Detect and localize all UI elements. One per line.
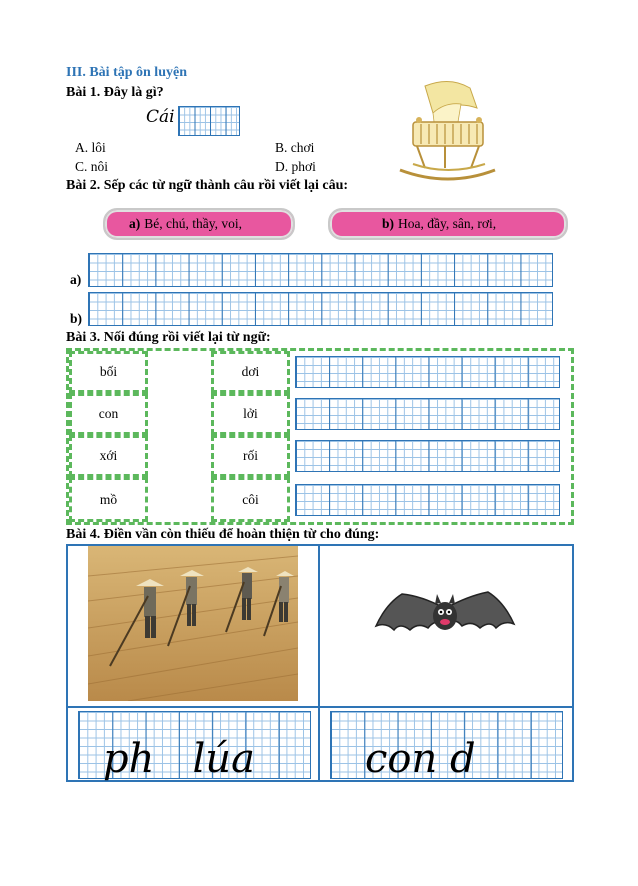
ex1-option-b[interactable]: B. chơi xyxy=(275,140,315,155)
ex3-title: Bài 3. Nối đúng rồi viết lại từ ngữ: xyxy=(66,330,271,345)
ex3-answer-grid-3[interactable] xyxy=(295,440,560,472)
bat-image xyxy=(372,586,518,656)
ex3-left-word-1[interactable]: bối xyxy=(69,351,148,393)
section-title: III. Bài tập ôn luyện xyxy=(66,65,187,80)
ex3-answer-grid-2[interactable] xyxy=(295,398,560,430)
ex2-pill-a-text: Bé, chú, thầy, voi, xyxy=(144,216,242,231)
ex3-answer-grid-4[interactable] xyxy=(295,484,560,516)
ex2-pill-a-label: a) xyxy=(129,216,141,231)
ex3-answer-grid-1[interactable] xyxy=(295,356,560,388)
ex2-pill-b xyxy=(328,208,568,240)
ex1-option-c[interactable]: C. nôi xyxy=(75,159,109,174)
ex1-prompt: Cái xyxy=(146,107,175,127)
ex3-right-word-3[interactable]: rối xyxy=(211,435,290,477)
ex3-left-word-3[interactable]: xới xyxy=(69,435,148,477)
ex4-table-divider xyxy=(318,544,320,782)
ex2-pill-b-text: Hoa, đầy, sân, rơi, xyxy=(398,216,497,231)
ex3-left-word-2[interactable]: con xyxy=(69,393,148,435)
ex2-pill-a xyxy=(103,208,295,240)
ex2-pill-b-label: b) xyxy=(382,216,395,231)
cradle-image xyxy=(395,78,500,188)
ex4-word-2: con d xyxy=(365,736,476,782)
ex1-option-a[interactable]: A. lôi xyxy=(75,140,106,155)
ex1-title: Bài 1. Đây là gì? xyxy=(66,85,164,100)
ex2-line-a-label: a) xyxy=(70,272,82,287)
ex4-title: Bài 4. Điền vần còn thiếu để hoàn thiện từ cho đúng: xyxy=(66,527,380,542)
ex2-answer-grid-a[interactable] xyxy=(88,253,553,287)
ex2-line-b-label: b) xyxy=(70,311,83,326)
ex3-right-word-2[interactable]: lởi xyxy=(211,393,290,435)
ex3-right-word-4[interactable]: côi xyxy=(211,477,290,522)
ex1-option-d[interactable]: D. phơi xyxy=(275,159,316,174)
ex3-right-word-1[interactable]: dơi xyxy=(211,351,290,393)
ex2-title: Bài 2. Sếp các từ ngữ thành câu rồi viết lại câu: xyxy=(66,178,349,193)
ex2-answer-grid-b[interactable] xyxy=(88,292,553,326)
ex3-left-word-4[interactable]: mồ xyxy=(69,477,148,522)
ex1-answer-grid[interactable] xyxy=(178,106,240,136)
ex4-word-1: ph lúa xyxy=(103,736,255,782)
rice-drying-photo xyxy=(88,546,298,701)
ex4-table-row-divider xyxy=(66,706,574,708)
